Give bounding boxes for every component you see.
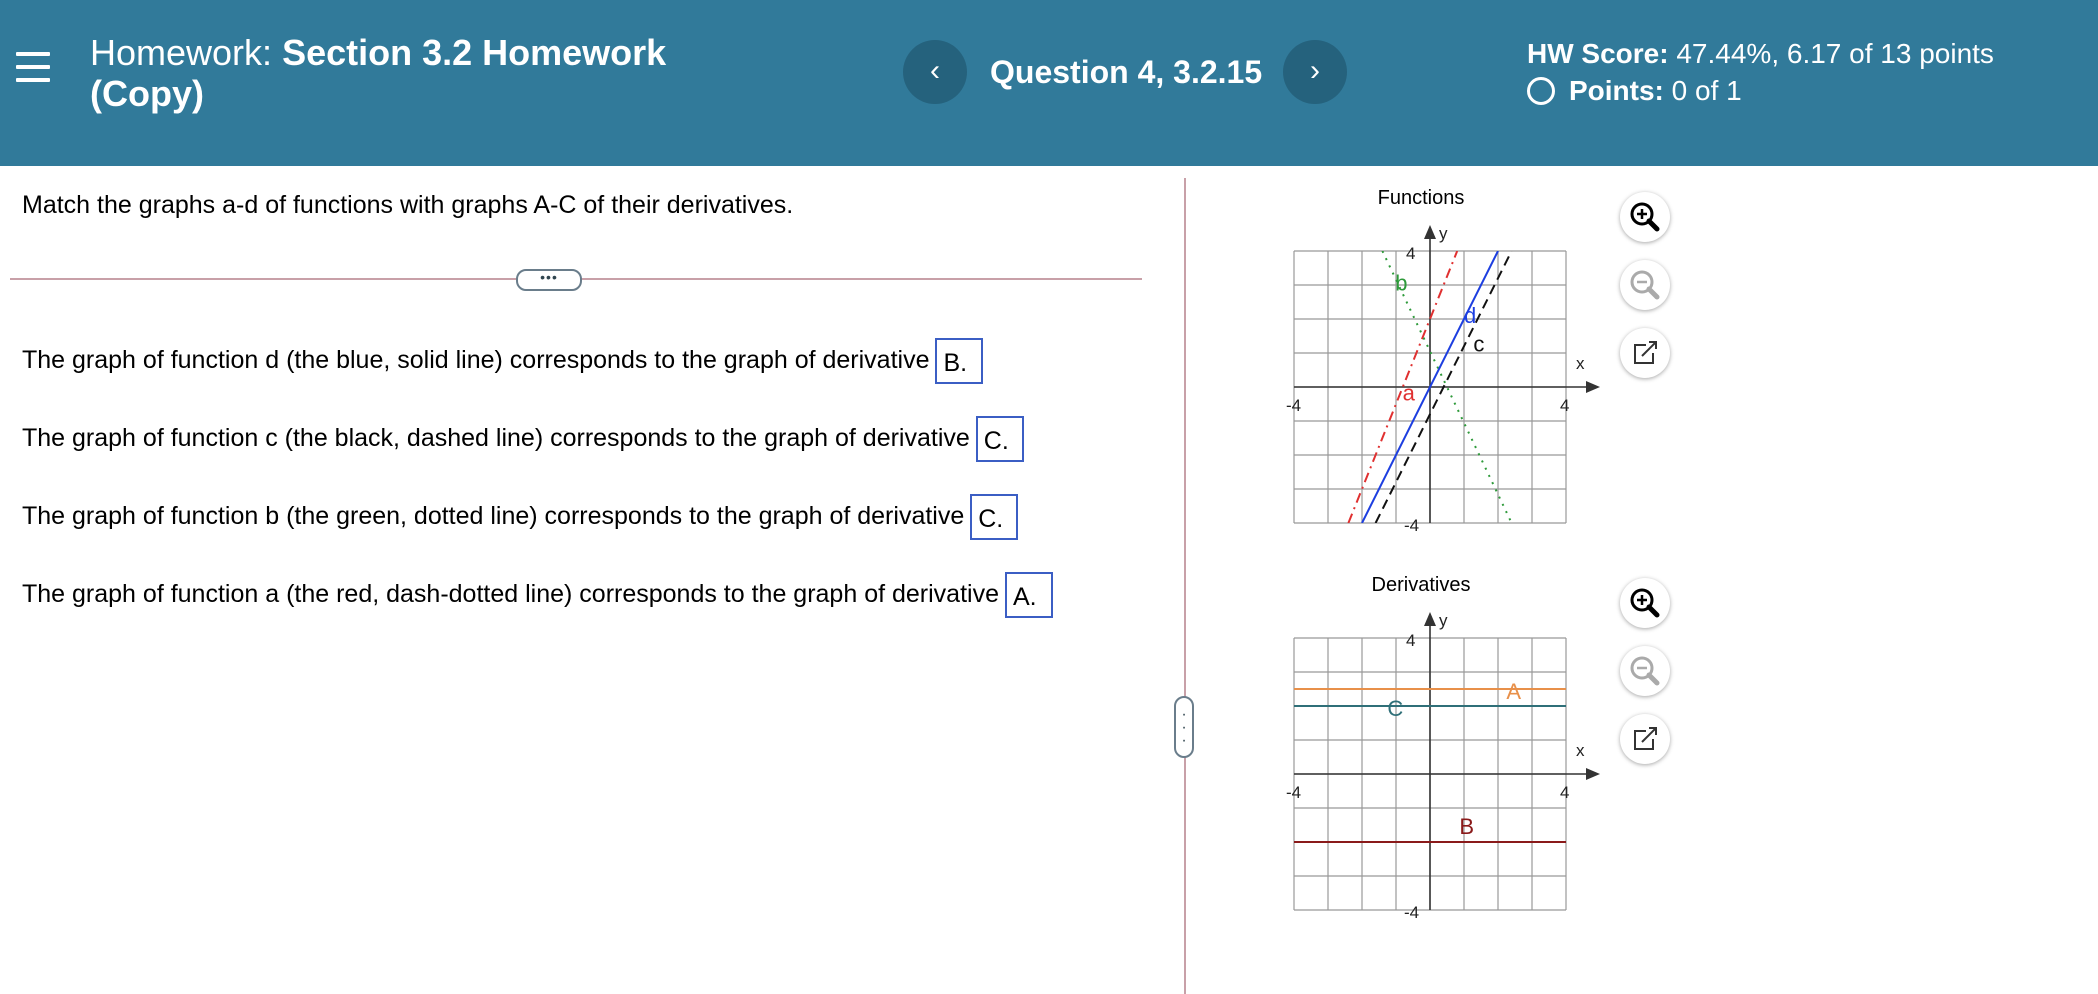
panel-divider: [1184, 178, 1186, 994]
answer-row-a: [22, 569, 1053, 619]
question-instruction: Match the graphs a-d of functions with graphs A-C of their derivatives.: [22, 191, 794, 219]
y-axis-arrow: [1424, 225, 1436, 239]
points: [1527, 75, 1742, 107]
answer-row-c: [22, 413, 1024, 463]
x-axis-label: x: [1576, 354, 1585, 373]
homework-title-name: Section 3.2 Homework (Copy): [90, 32, 667, 114]
external-link-icon: [1620, 714, 1670, 764]
functions-graph: [1270, 215, 1610, 535]
zoom-in-icon: [1620, 192, 1670, 242]
zoom-in-button-functions[interactable]: [1620, 192, 1670, 242]
answer-text-b: The graph of function b (the green, dotted line) corresponds to the graph of derivative: [22, 502, 965, 530]
x-axis-arrow: [1586, 768, 1600, 780]
answer-row-d: [22, 335, 983, 385]
hamburger-menu-icon[interactable]: [16, 52, 50, 82]
tick-label-x-neg: -4: [1286, 396, 1302, 415]
zoom-in-button-derivatives[interactable]: [1620, 578, 1670, 628]
y-axis-label: y: [1439, 611, 1448, 630]
next-question-button[interactable]: ›: [1283, 40, 1347, 104]
hw-score: [1527, 38, 1994, 70]
y-axis-arrow: [1424, 612, 1436, 626]
answer-box-a[interactable]: A.: [1005, 572, 1053, 618]
y-axis-label: y: [1439, 224, 1448, 243]
top-header: [0, 0, 2098, 166]
hw-score-value: 47.44%, 6.17 of 13 points: [1676, 38, 1994, 69]
popout-button-derivatives[interactable]: [1620, 714, 1670, 764]
splitter-handle[interactable]: · · ·: [1174, 696, 1194, 758]
points-value: 0 of 1: [1671, 75, 1742, 106]
answer-box-c[interactable]: C.: [976, 416, 1024, 462]
homework-title-prefix: Homework:: [90, 32, 273, 73]
series-label-A: A: [1506, 679, 1522, 704]
answer-box-d[interactable]: B.: [935, 338, 983, 384]
hw-score-label: HW Score:: [1527, 38, 1669, 69]
answer-box-b[interactable]: C.: [970, 494, 1018, 540]
tick-label-y-top: 4: [1406, 244, 1416, 263]
functions-graph-title: Functions: [1377, 187, 1465, 209]
series-label-B: B: [1459, 814, 1475, 839]
expand-question-button[interactable]: •••: [516, 269, 582, 291]
series-label-d: d: [1464, 303, 1477, 328]
series-label-b: b: [1395, 270, 1408, 296]
tick-label-y-bottom: -4: [1404, 903, 1420, 922]
answer-text-d: The graph of function d (the blue, solid line) corresponds to the graph of derivative: [22, 346, 930, 374]
progress-circle-icon: [1527, 77, 1555, 105]
zoom-in-icon: [1620, 578, 1670, 628]
zoom-out-button-functions[interactable]: [1620, 260, 1670, 310]
tick-label-x-pos: 4: [1560, 783, 1570, 802]
tick-label-x-neg: -4: [1286, 783, 1302, 802]
tick-label-y-top: 4: [1406, 631, 1416, 650]
points-label: Points:: [1569, 75, 1664, 106]
x-axis-label: x: [1576, 741, 1585, 760]
derivatives-graph-title: Derivatives: [1371, 574, 1471, 596]
answer-text-a: The graph of function a (the red, dash-dotted line) corresponds to the graph of derivative: [22, 580, 999, 608]
zoom-out-icon: [1620, 646, 1670, 696]
question-label: Question 4, 3.2.15: [990, 54, 1263, 90]
tick-label-y-bottom: -4: [1404, 516, 1420, 535]
series-label-c: c: [1473, 331, 1485, 357]
series-label-C: C: [1387, 696, 1404, 721]
previous-question-button[interactable]: ‹: [903, 40, 967, 104]
popout-button-functions[interactable]: [1620, 328, 1670, 378]
derivatives-graph: [1270, 602, 1610, 922]
external-link-icon: [1620, 328, 1670, 378]
series-label-a: a: [1402, 380, 1415, 406]
answer-row-b: [22, 491, 1018, 541]
homework-title: [90, 32, 730, 114]
tick-label-x-pos: 4: [1560, 396, 1570, 415]
zoom-out-button-derivatives[interactable]: [1620, 646, 1670, 696]
x-axis-arrow: [1586, 381, 1600, 393]
zoom-out-icon: [1620, 260, 1670, 310]
answer-text-c: The graph of function c (the black, dashed line) corresponds to the graph of derivative: [22, 424, 970, 452]
